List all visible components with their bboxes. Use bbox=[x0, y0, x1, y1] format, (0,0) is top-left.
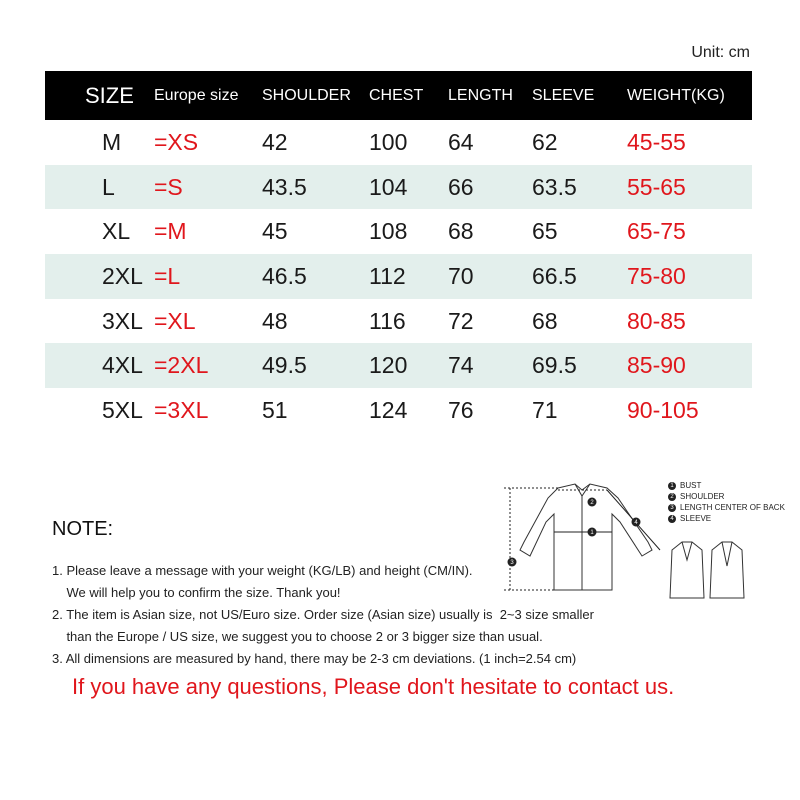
table-row bbox=[45, 120, 752, 165]
cell-europe-size: =S bbox=[154, 165, 262, 210]
blazer-sketch-icon bbox=[710, 542, 744, 598]
cell-weight: 85-90 bbox=[627, 343, 752, 388]
cell-chest: 100 bbox=[369, 128, 408, 155]
legend-item bbox=[668, 502, 785, 513]
cell-shoulder: 49.5 bbox=[262, 343, 369, 388]
measurement-legend bbox=[668, 480, 785, 524]
legend-item bbox=[668, 513, 785, 524]
legend-number: 2 bbox=[668, 493, 676, 501]
cell-length: 64 bbox=[448, 128, 474, 155]
legend-number: 4 bbox=[668, 515, 676, 523]
cell-size: 3XL bbox=[102, 307, 143, 334]
note-line: 3. All dimensions are measured by hand, there may be 2-3 cm deviations. (1 inch=2.54 cm) bbox=[52, 651, 577, 666]
cell-length: 72 bbox=[448, 307, 474, 334]
cell-sleeve: 65 bbox=[532, 218, 558, 245]
cell-weight: 75-80 bbox=[627, 254, 752, 299]
note-list bbox=[52, 560, 594, 670]
header-sleeve: SLEEVE bbox=[532, 71, 627, 120]
cell-shoulder: 51 bbox=[262, 396, 288, 423]
cell-size: 5XL bbox=[102, 396, 143, 423]
cell-shoulder: 42 bbox=[262, 128, 288, 155]
cell-chest: 116 bbox=[369, 307, 406, 334]
cell-length: 74 bbox=[448, 343, 532, 388]
cell-sleeve: 69.5 bbox=[532, 343, 627, 388]
header-length: LENGTH bbox=[448, 71, 532, 120]
contact-message: If you have any questions, Please don't hesitate to contact us. bbox=[72, 674, 675, 699]
cell-length: 68 bbox=[448, 218, 474, 245]
table-row bbox=[45, 388, 752, 433]
svg-text:1: 1 bbox=[590, 530, 594, 536]
cell-sleeve: 66.5 bbox=[532, 254, 627, 299]
cell-shoulder: 48 bbox=[262, 307, 288, 334]
cell-europe-size: =XS bbox=[154, 128, 199, 155]
cell-size: 2XL bbox=[45, 254, 154, 299]
legend-label: LENGTH CENTER OF BACK bbox=[680, 503, 785, 512]
cell-length: 76 bbox=[448, 396, 474, 423]
cell-weight: 90-105 bbox=[627, 396, 699, 423]
cell-size: 4XL bbox=[45, 343, 154, 388]
cell-europe-size: =XL bbox=[154, 307, 196, 334]
table-row bbox=[45, 165, 752, 210]
table-row bbox=[45, 254, 752, 299]
cell-size: L bbox=[45, 165, 154, 210]
table-row bbox=[45, 209, 752, 254]
legend-label: SHOULDER bbox=[680, 492, 725, 501]
legend-label: BUST bbox=[680, 481, 702, 490]
header-europe-size: Europe size bbox=[154, 71, 262, 120]
cell-sleeve: 68 bbox=[532, 307, 558, 334]
cell-weight: 45-55 bbox=[627, 128, 686, 155]
cell-weight: 80-85 bbox=[627, 307, 686, 334]
cell-sleeve: 63.5 bbox=[532, 165, 627, 210]
legend-item bbox=[668, 491, 785, 502]
cell-chest: 120 bbox=[369, 343, 448, 388]
cell-chest: 104 bbox=[369, 165, 448, 210]
note-line: We will help you to confirm the size. Thank you! bbox=[52, 585, 341, 600]
cell-chest: 124 bbox=[369, 396, 408, 423]
legend-number: 1 bbox=[668, 482, 676, 490]
cell-chest: 108 bbox=[369, 218, 408, 245]
legend-item bbox=[668, 480, 785, 491]
legend-number: 3 bbox=[668, 504, 676, 512]
svg-text:2: 2 bbox=[590, 500, 594, 506]
note-line: 1. Please leave a message with your weight (KG/LB) and height (CM/IN). bbox=[52, 563, 473, 578]
header-shoulder: SHOULDER bbox=[262, 71, 369, 120]
cell-length: 66 bbox=[448, 165, 532, 210]
note-line: than the Europe / US size, we suggest you to choose 2 or 3 bigger size than usual. bbox=[52, 629, 543, 644]
legend-label: SLEEVE bbox=[680, 514, 712, 523]
header-size: SIZE bbox=[45, 71, 154, 120]
header-weight: WEIGHT(KG) bbox=[627, 71, 752, 120]
cell-chest: 112 bbox=[369, 254, 448, 299]
jacket-sketch-icon bbox=[670, 542, 704, 598]
cell-sleeve: 62 bbox=[532, 128, 558, 155]
note-line: 2. The item is Asian size, not US/Euro size. Order size (Asian size) usually is 2~3 size smaller bbox=[52, 607, 594, 622]
svg-text:3: 3 bbox=[510, 560, 514, 566]
cell-sleeve: 71 bbox=[532, 396, 558, 423]
size-chart-table bbox=[45, 71, 752, 433]
cell-shoulder: 46.5 bbox=[262, 254, 369, 299]
cell-length: 70 bbox=[448, 254, 532, 299]
cell-shoulder: 43.5 bbox=[262, 165, 369, 210]
svg-text:4: 4 bbox=[634, 520, 638, 526]
table-row bbox=[45, 299, 752, 344]
cell-weight: 55-65 bbox=[627, 165, 752, 210]
note-title: NOTE: bbox=[52, 518, 114, 540]
cell-shoulder: 45 bbox=[262, 218, 288, 245]
header-chest: CHEST bbox=[369, 71, 448, 120]
cell-europe-size: =3XL bbox=[154, 396, 209, 423]
table-row bbox=[45, 343, 752, 388]
cell-europe-size: =2XL bbox=[154, 343, 262, 388]
cell-weight: 65-75 bbox=[627, 218, 686, 245]
unit-label: Unit: cm bbox=[691, 44, 750, 61]
table-header-row bbox=[45, 71, 752, 120]
cell-size: M bbox=[102, 128, 122, 155]
cell-size: XL bbox=[102, 218, 131, 245]
cell-europe-size: =L bbox=[154, 254, 262, 299]
cell-europe-size: =M bbox=[154, 218, 187, 245]
